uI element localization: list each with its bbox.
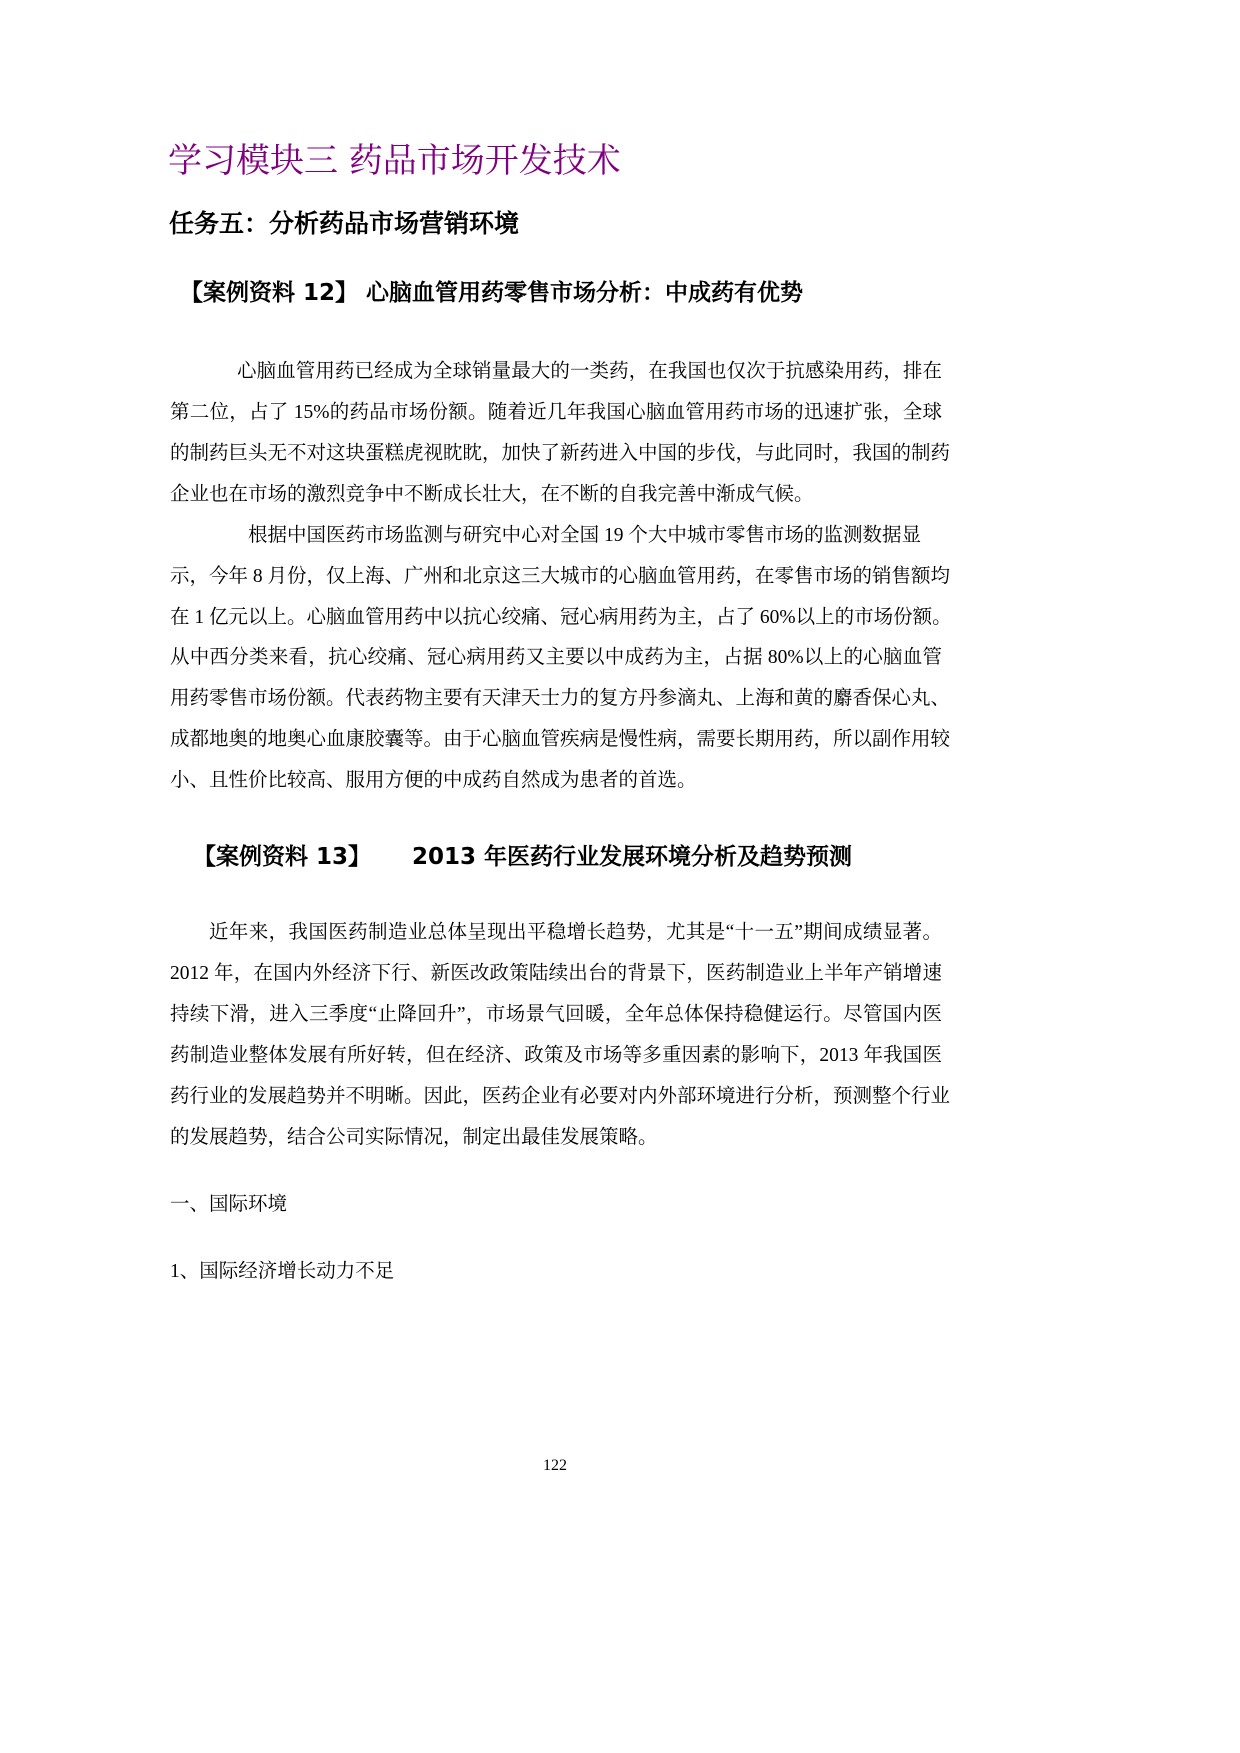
text-line: 2012 年，在国内外经济下行、新医改政策陆续出台的背景下，医药制造业上半年产销增速 [170,963,942,984]
text-line: 药行业的发展趋势并不明晰。因此，医药企业有必要对内外部环境进行分析，预测整个行业 [170,1086,951,1107]
text-line: 用药零售市场份额。代表药物主要有天津天士力的复方丹参滴丸、上海和黄的麝香保心丸、 [170,688,951,709]
text-line: 第二位，占了 15%的药品市场份额。随着近几年我国心脑血管用药市场的迅速扩张，全球 [170,402,942,423]
text-line: 企业也在市场的激烈竞争中不断成长壮大，在不断的自我完善中渐成气候。 [170,484,814,505]
subsection-heading-economy: 1、国际经济增长动力不足 [170,1261,395,1282]
text-line: 成都地奥的地奥心血康胶囊等。由于心脑血管疾病是慢性病，需要长期用药，所以副作用较 [170,729,951,750]
text-line: 示，今年 8 月份，仅上海、广州和北京这三大城市的心脑血管用药，在零售市场的销售额均 [170,566,951,587]
section-heading-international: 一、国际环境 [170,1194,288,1215]
text-line: 的制药巨头无不对这块蛋糕虎视眈眈，加快了新药进入中国的步伐，与此同时，我国的制药 [170,443,951,464]
text-line: 的发展趋势，结合公司实际情况，制定出最佳发展策略。 [170,1127,658,1148]
text-line: 从中西分类来看，抗心绞痛、冠心病用药又主要以中成药为主，占据 80%以上的心脑血管 [170,647,942,668]
case12-heading: 【案例资料 12】 心脑血管用药零售市场分析：中成药有优势 [180,280,804,306]
text-line: 小、且性价比较高、服用方便的中成药自然成为患者的首选。 [170,770,697,791]
task-title: 任务五：分析药品市场营销环境 [169,209,520,238]
case13-heading-title: 2013 年医药行业发展环境分析及趋势预测 [412,844,853,870]
text-line: 心脑血管用药已经成为全球销量最大的一类药，在我国也仅次于抗感染用药，排在 [237,361,942,382]
text-line: 根据中国医药市场监测与研究中心对全国 19 个大中城市零售市场的监测数据显 [248,525,921,546]
module-title: 学习模块三 药品市场开发技术 [168,141,621,181]
page-number: 122 [543,1457,567,1474]
text-line: 药制造业整体发展有所好转，但在经济、政策及市场等多重因素的影响下，2013 年我国医 [170,1045,942,1066]
text-line: 持续下滑，进入三季度“止降回升”，市场景气回暖，全年总体保持稳健运行。尽管国内医 [170,1004,942,1025]
text-line: 近年来，我国医药制造业总体呈现出平稳增长趋势，尤其是“十一五”期间成绩显著。 [209,922,942,943]
text-line: 在 1 亿元以上。心脑血管用药中以抗心绞痛、冠心病用药为主，占了 60%以上的市场份额。 [170,607,952,628]
case13-heading-label: 【案例资料 13】 [193,844,372,870]
